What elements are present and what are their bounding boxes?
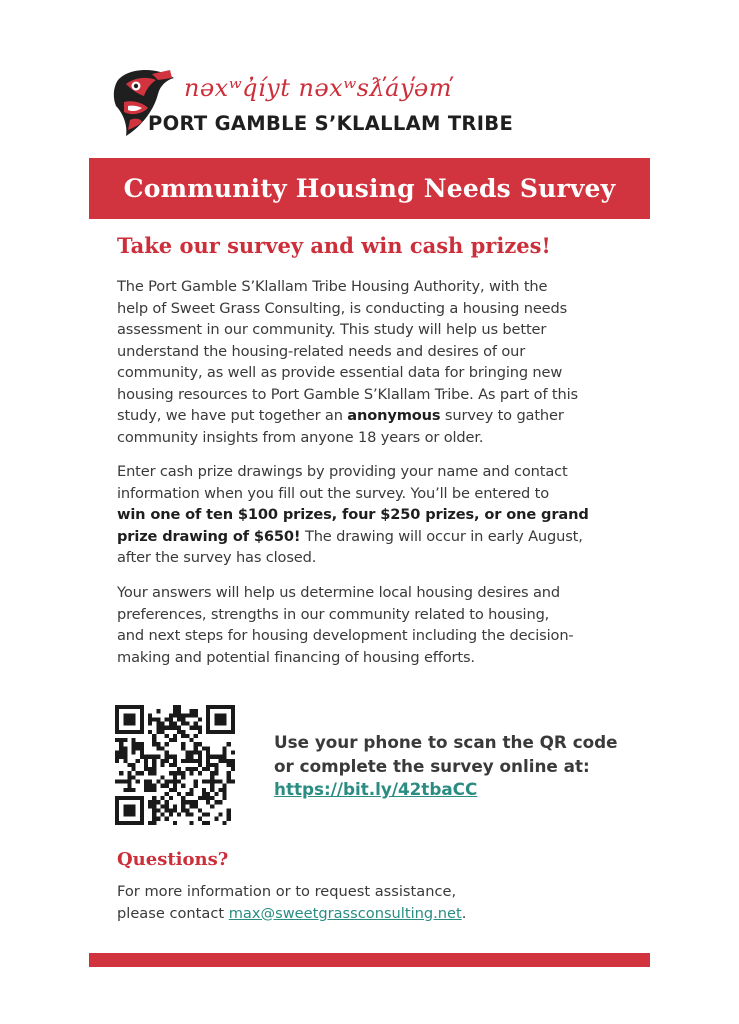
cta-line: Use your phone to scan the QR code [274, 732, 618, 752]
contact-info [117, 881, 466, 924]
contact-line: please contact [117, 904, 229, 922]
text-line: Your answers will help us determine local housing desires and [117, 584, 560, 601]
text-line: information when you fill out the survey. You’ll be entered to [117, 484, 550, 502]
survey-title-banner: Community Housing Needs Survey [89, 158, 650, 219]
prize-emphasis: prize drawing of $650! [117, 527, 301, 545]
contact-line: For more information or to request assistance, [117, 883, 457, 900]
text-line: survey to gather [440, 407, 564, 424]
native-tribe-title: nəxʷq̓íyt nəxʷsƛ̕áy̕əm̕ [184, 74, 452, 102]
qr-code-icon[interactable] [115, 705, 235, 825]
text-line: understand the housing-related needs and desires of our [117, 342, 526, 360]
text-line: study, we have put together an [117, 407, 348, 424]
prize-paragraph [117, 461, 617, 569]
text-line: preferences, strengths in our community related to housing, [117, 605, 550, 623]
text-line: help of Sweet Grass Consulting, is conducting a housing needs [117, 299, 568, 317]
text-line: The drawing will occur in early August, [300, 527, 583, 545]
footer-bar [89, 953, 650, 967]
text-line: and next steps for housing development including the decision- [117, 627, 574, 644]
questions-heading: Questions? [117, 849, 229, 870]
survey-call-to-action [274, 731, 618, 802]
purpose-paragraph [117, 582, 617, 668]
contact-email-link[interactable]: max@sweetgrassconsulting.net [228, 904, 462, 922]
text-line: making and potential financing of housing efforts. [117, 648, 475, 666]
text-line: community insights from anyone 18 years or older. [117, 428, 484, 446]
text-line: The Port Gamble S’Klallam Tribe Housing Authority, with the [117, 278, 548, 295]
tribe-logo [112, 66, 514, 138]
text-line: community, as well as provide essential data for bringing new [117, 364, 563, 381]
intro-paragraph [117, 276, 617, 448]
intro-heading: Take our survey and win cash prizes! [117, 233, 551, 258]
text-line: after the survey has closed. [117, 549, 317, 566]
anonymous-emphasis: anonymous [347, 407, 441, 424]
text-line: Enter cash prize drawings by providing your name and contact [117, 463, 568, 480]
survey-link[interactable]: https://bit.ly/42tbaCC [274, 779, 478, 799]
text-line: assessment in our community. This study will help us better [117, 321, 547, 338]
tribe-name: PORT GAMBLE S’KLALLAM TRIBE [148, 112, 514, 135]
contact-line-end: . [461, 904, 467, 922]
prize-emphasis: win one of ten $100 prizes, four $250 prizes, or one grand [117, 506, 589, 523]
text-line: housing resources to Port Gamble S’Klallam Tribe. As part of this [117, 385, 578, 403]
cta-line: or complete the survey online at: [274, 755, 590, 776]
